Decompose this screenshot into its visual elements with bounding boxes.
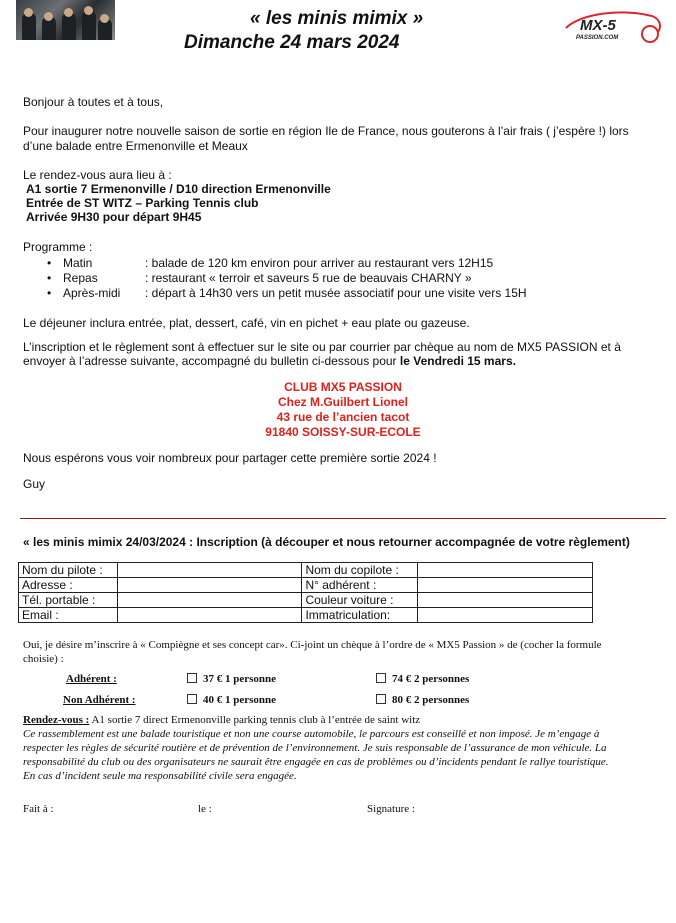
field-label: Email :	[19, 608, 118, 623]
non-adherent-1-person-option[interactable]	[187, 694, 276, 707]
inscription-line-1: L’inscription et le règlement sont à effectuer sur le site ou par courrier par chèque au nom de MX5 PASSION et à	[23, 340, 621, 354]
copilot-name-field[interactable]	[418, 563, 593, 578]
bullet: •	[47, 271, 52, 285]
address-field[interactable]	[117, 578, 302, 593]
field-label: Couleur voiture :	[302, 593, 418, 608]
checkbox-icon[interactable]	[376, 673, 386, 683]
programme-label: Après-midi	[63, 286, 121, 300]
car-color-field[interactable]	[418, 593, 593, 608]
event-title: « les minis mimix »	[250, 8, 424, 29]
address-club: CLUB MX5 PASSION	[284, 380, 402, 394]
date-label: le :	[198, 803, 212, 815]
rendezvous-line-3: Arrivée 9H30 pour départ 9H45	[26, 210, 202, 224]
option-label: 74 € 2 personnes	[392, 673, 470, 685]
pilot-name-field[interactable]	[117, 563, 302, 578]
field-label: Nom du copilote :	[302, 563, 418, 578]
address-city: 91840 SOISSY-SUR-ECOLE	[265, 425, 421, 439]
option-label: 40 € 1 personne	[203, 694, 277, 706]
event-date: Dimanche 24 mars 2024	[184, 32, 400, 53]
signature-label: Signature :	[367, 803, 415, 815]
form-rendezvous	[23, 714, 420, 727]
checkbox-icon[interactable]	[376, 694, 386, 704]
table-row	[19, 578, 593, 593]
mx5-passion-logo	[560, 6, 664, 46]
non-adherent-2-persons-option[interactable]	[376, 694, 469, 707]
intro-line-2: d’une balade entre Ermenonville et Meaux	[23, 139, 248, 153]
address-street: 43 rue de l’ancien tacot	[276, 410, 410, 424]
intro-line-1: Pour inaugurer notre nouvelle saison de sortie en région Ile de France, nous gouterons à l’air frais ( j’espère !) lors	[23, 124, 629, 138]
table-row	[19, 608, 593, 623]
programme-text: : balade de 120 km environ pour arriver au restaurant vers 12H15	[145, 256, 494, 270]
inscription-line-2	[23, 354, 516, 369]
rendezvous-intro: Le rendez-vous aura lieu à :	[23, 168, 172, 182]
programme-text: : restaurant « terroir et saveurs 5 rue de beauvais CHARNY »	[145, 271, 472, 285]
bullet: •	[47, 286, 52, 300]
field-label: Adresse :	[19, 578, 118, 593]
registration-table	[18, 562, 593, 623]
lunch-text: Le déjeuner inclura entrée, plat, dessert, café, vin en pichet + eau plate ou gazeuse.	[23, 316, 470, 330]
option-label: 80 € 2 personnes	[392, 694, 470, 706]
programme-label: Repas	[63, 271, 98, 285]
field-label: Nom du pilote :	[19, 563, 118, 578]
place-label: Fait à :	[23, 803, 54, 815]
rendezvous-line-1: A1 sortie 7 Ermenonville / D10 direction Ermenonville	[26, 182, 331, 196]
signature-name: Guy	[23, 477, 46, 491]
table-row	[19, 593, 593, 608]
deadline: le Vendredi 15 mars.	[399, 354, 516, 368]
adherent-1-person-option[interactable]	[187, 673, 276, 686]
logo-subtext: PASSION.COM	[576, 35, 619, 41]
disclaimer-line-2: respecter les règles de sécurité routière et de prévention de l’environnement. Je suis responsable de l’assurance de mon véhicule. La	[23, 742, 607, 754]
email-field[interactable]	[117, 608, 302, 623]
group-photo	[16, 0, 115, 40]
checkbox-icon[interactable]	[187, 673, 197, 683]
table-row	[19, 563, 593, 578]
adherent-label: Adhérent :	[66, 673, 117, 685]
option-label: 37 € 1 personne	[203, 673, 277, 685]
field-label: N° adhérent :	[302, 578, 418, 593]
consent-line-2: choisie) :	[23, 653, 64, 665]
mobile-phone-field[interactable]	[117, 593, 302, 608]
non-adherent-label: Non Adhérent :	[63, 694, 136, 706]
programme-label: Matin	[63, 256, 93, 270]
programme-text: : départ à 14h30 vers un petit musée associatif pour une visite vers 15H	[145, 286, 527, 300]
disclaimer-line-4: En cas d’incident seule ma responsabilité civile sera engagée.	[23, 770, 297, 782]
field-label: Immatriculation:	[302, 608, 418, 623]
greeting: Bonjour à toutes et à tous,	[23, 95, 164, 109]
cut-line	[20, 518, 666, 519]
rendezvous-label: Rendez-vous :	[23, 714, 90, 726]
inscription-text: envoyer à l’adresse suivante, accompagné du bulletin ci-dessous pour	[23, 354, 400, 368]
consent-line-1: Oui, je désire m’inscrire à « Compiègne et ses concept car». Ci-joint un chèque à l’ordre de « MX5 Passion » de (cocher la formule	[23, 639, 602, 651]
bullet: •	[47, 256, 52, 270]
programme-title: Programme :	[23, 240, 93, 254]
logo-text: MX-5	[580, 17, 616, 34]
member-number-field[interactable]	[418, 578, 593, 593]
rendezvous-text: A1 sortie 7 direct Ermenonville parking tennis club à l’entrée de saint witz	[91, 714, 421, 726]
disclaimer-line-3: responsabilité du club ou des organisateurs ne saurait être engagée en cas de problèmes ou d’incidents pendant le rallye touristique.	[23, 756, 609, 768]
address-name: Chez M.Guilbert Lionel	[277, 395, 408, 409]
registration-plate-field[interactable]	[418, 608, 593, 623]
checkbox-icon[interactable]	[187, 694, 197, 704]
adherent-2-persons-option[interactable]	[376, 673, 469, 686]
closing-text: Nous espérons vous voir nombreux pour partager cette première sortie 2024 !	[23, 451, 437, 465]
disclaimer-line-1: Ce rassemblement est une balade touristique et non une course automobile, le parcours est conseillé et non imposé. Je m’engage à	[23, 728, 600, 740]
field-label: Tél. portable :	[19, 593, 118, 608]
rendezvous-line-2: Entrée de ST WITZ – Parking Tennis club	[26, 196, 259, 210]
form-heading: « les minis mimix 24/03/2024 : Inscription (à découper et nous retourner accompagnée de votre règlement)	[23, 535, 630, 549]
